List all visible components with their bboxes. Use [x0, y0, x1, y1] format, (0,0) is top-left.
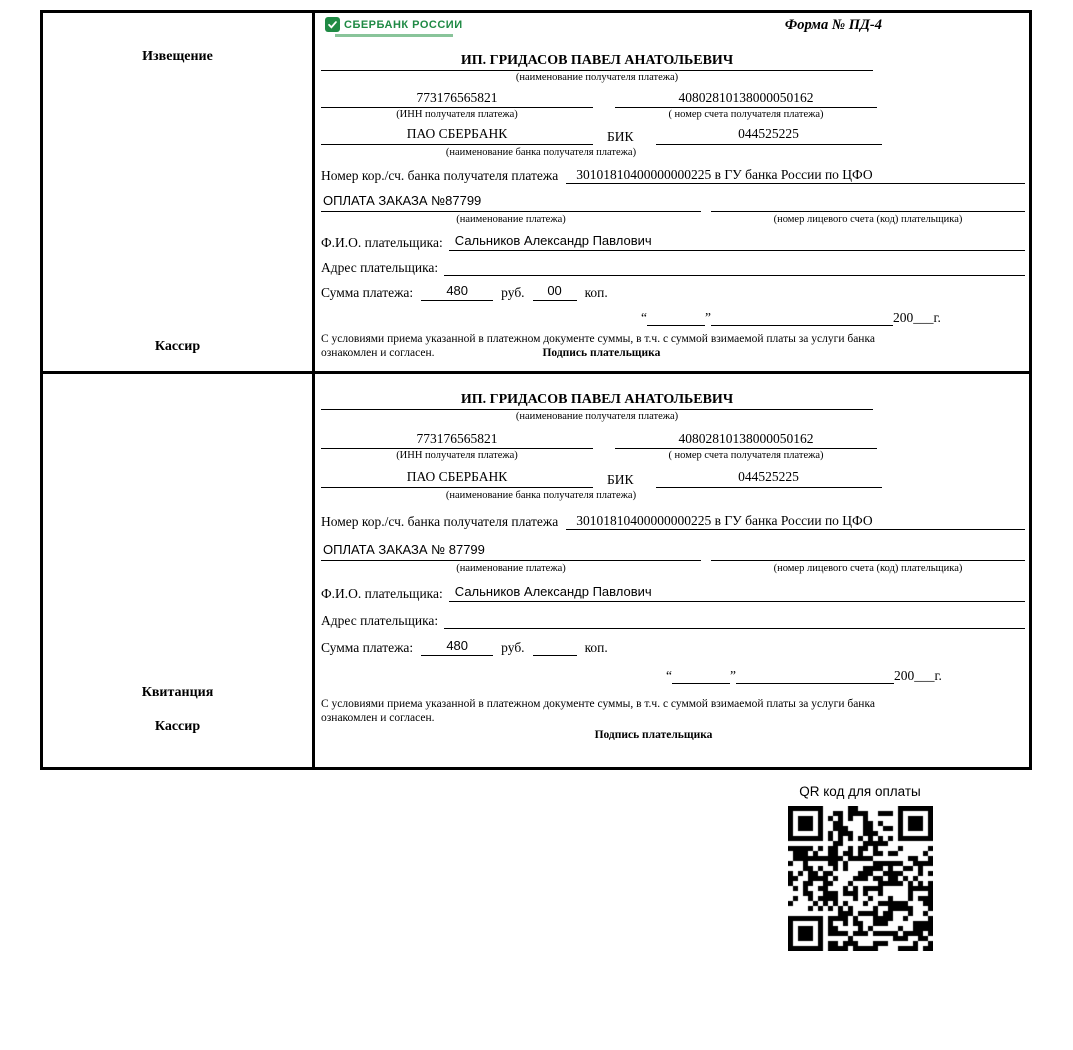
qr-section [775, 784, 945, 951]
bik-label: БИК [607, 129, 634, 144]
bank-row [321, 469, 887, 488]
year-label: 200___г. [894, 668, 942, 683]
bank-logo-tagline [335, 34, 453, 37]
notice-body [315, 13, 1029, 371]
inn-account-row [321, 90, 877, 121]
sum-rub-value: 480 [421, 638, 493, 656]
cashier-label: Кассир [154, 339, 201, 354]
date-row [641, 310, 1025, 326]
inn-caption: (ИНН получателя платежа) [396, 109, 518, 120]
payment-caption: (наименование платежа) [456, 214, 566, 225]
receipt-section [43, 374, 1029, 767]
sberbank-logo [325, 17, 463, 37]
quote-open: “ [666, 668, 672, 683]
date-row [666, 668, 1025, 684]
account-caption: ( номер счета получателя платежа) [668, 109, 824, 120]
date-blank [672, 670, 730, 684]
agreement-line1: С условиями приема указанной в платежном документе суммы, в т.ч. с суммой взимаемой платы за услуги банка [321, 333, 875, 345]
bik-value: 044525225 [656, 126, 882, 145]
recipient-block [321, 53, 873, 84]
payer-name: Сальников Александр Павлович [449, 233, 1025, 251]
inn-account-row [321, 431, 877, 462]
year-label: 200___г. [893, 310, 941, 325]
corr-account-row [321, 167, 1025, 184]
payment-captions [321, 213, 1025, 226]
notice-side-cell [43, 13, 315, 371]
sum-kop-value: 00 [533, 283, 577, 301]
rub-label: руб. [501, 640, 525, 655]
month-blank [736, 670, 894, 684]
quote-close: ” [730, 668, 736, 683]
form-number: Форма № ПД-4 [784, 17, 882, 33]
agreement-text [321, 698, 986, 725]
sum-label: Сумма платежа: [321, 640, 414, 655]
address-blank [444, 258, 1025, 276]
corr-value: 30101810400000000225 в ГУ банка России по ЦФО [566, 513, 1025, 530]
sum-row [321, 638, 1025, 656]
corr-value: 30101810400000000225 в ГУ банка России по ЦФО [566, 167, 1025, 184]
month-blank [711, 312, 893, 326]
receipt-side-cell [43, 374, 315, 767]
corr-account-row [321, 513, 1025, 530]
bik-value: 044525225 [656, 469, 882, 488]
account-field [615, 431, 877, 462]
account-field [615, 90, 877, 121]
payment-name: ОПЛАТА ЗАКАЗА № 87799 [321, 542, 701, 561]
account-value: 40802810138000050162 [615, 90, 877, 108]
sberbank-logo-line [325, 17, 463, 32]
notice-label: Извещение [142, 49, 213, 64]
personal-account-blank [711, 193, 1025, 212]
sum-row [321, 283, 1025, 301]
agreement-text [321, 333, 986, 360]
corr-label: Номер кор./сч. банка получателя платежа [321, 514, 559, 529]
pd4-form [40, 10, 1032, 770]
signature-label: Подпись плательщика [594, 729, 713, 741]
address-row [321, 258, 1025, 276]
bank-row [321, 126, 887, 145]
bank-field [321, 469, 593, 488]
form-header [321, 17, 1025, 53]
agreement-line2: ознакомлен и согласен. [321, 346, 435, 359]
payment-name-row [321, 542, 1025, 561]
qr-code-image [788, 806, 933, 951]
account-value: 40802810138000050162 [615, 431, 877, 449]
payment-captions [321, 562, 1025, 575]
bank-logo-text: СБЕРБАНК РОССИИ [344, 18, 463, 31]
inn-value: 773176565821 [321, 90, 593, 108]
inn-caption: (ИНН получателя платежа) [396, 450, 518, 461]
receipt-body [315, 374, 1029, 767]
inn-field [321, 431, 593, 462]
recipient-name: ИП. ГРИДАСОВ ПАВЕЛ АНАТОЛЬЕВИЧ [321, 53, 873, 71]
payment-name-row [321, 193, 1025, 212]
payer-row [321, 584, 1025, 602]
cashier-label: Кассир [154, 719, 201, 734]
recipient-caption: (наименование получателя платежа) [515, 411, 679, 422]
personal-account-blank [711, 542, 1025, 561]
payment-caption: (наименование платежа) [456, 563, 566, 574]
signature-label: Подпись плательщика [542, 346, 661, 359]
sum-label: Сумма платежа: [321, 285, 414, 300]
personal-account-caption: (номер лицевого счета (код) плательщика) [773, 563, 963, 574]
payment-name: ОПЛАТА ЗАКАЗА №87799 [321, 193, 701, 212]
agreement-line1: С условиями приема указанной в платежном документе суммы, в т.ч. с суммой взимаемой платы за услуги банка [321, 698, 875, 710]
sum-rub-value: 480 [421, 283, 493, 301]
inn-field [321, 90, 593, 121]
account-caption: ( номер счета получателя платежа) [668, 450, 824, 461]
bank-caption: (наименование банка получателя платежа) [445, 147, 637, 158]
date-blank [647, 312, 705, 326]
inn-value: 773176565821 [321, 431, 593, 449]
quote-open: “ [641, 310, 647, 325]
bank-caption: (наименование банка получателя платежа) [445, 490, 637, 501]
corr-label: Номер кор./сч. банка получателя платежа [321, 168, 559, 183]
agreement-line2: ознакомлен и согласен. [321, 711, 435, 724]
recipient-caption: (наименование получателя платежа) [515, 72, 679, 83]
receipt-label: Квитанция [141, 685, 214, 700]
qr-caption: QR код для оплаты [799, 784, 921, 799]
payer-name: Сальников Александр Павлович [449, 584, 1025, 602]
bank-field [321, 126, 593, 145]
quote-close: ” [705, 310, 711, 325]
sum-kop-value [533, 638, 577, 656]
payer-row [321, 233, 1025, 251]
address-label: Адрес плательщика: [321, 260, 439, 275]
bank-name: ПАО СБЕРБАНК [321, 469, 593, 488]
payer-label: Ф.И.О. плательщика: [321, 235, 443, 250]
payer-label: Ф.И.О. плательщика: [321, 586, 443, 601]
kop-label: коп. [584, 640, 608, 655]
recipient-name: ИП. ГРИДАСОВ ПАВЕЛ АНАТОЛЬЕВИЧ [321, 392, 873, 410]
rub-label: руб. [501, 285, 525, 300]
bank-name: ПАО СБЕРБАНК [321, 126, 593, 145]
bik-label: БИК [607, 472, 634, 487]
recipient-block [321, 392, 873, 423]
address-blank [444, 611, 1025, 629]
notice-section [43, 13, 1029, 374]
kop-label: коп. [584, 285, 608, 300]
address-row [321, 611, 1025, 629]
personal-account-caption: (номер лицевого счета (код) плательщика) [773, 214, 963, 225]
agreement-line2-row [321, 347, 986, 361]
address-label: Адрес плательщика: [321, 613, 439, 628]
sberbank-check-icon [325, 17, 340, 32]
